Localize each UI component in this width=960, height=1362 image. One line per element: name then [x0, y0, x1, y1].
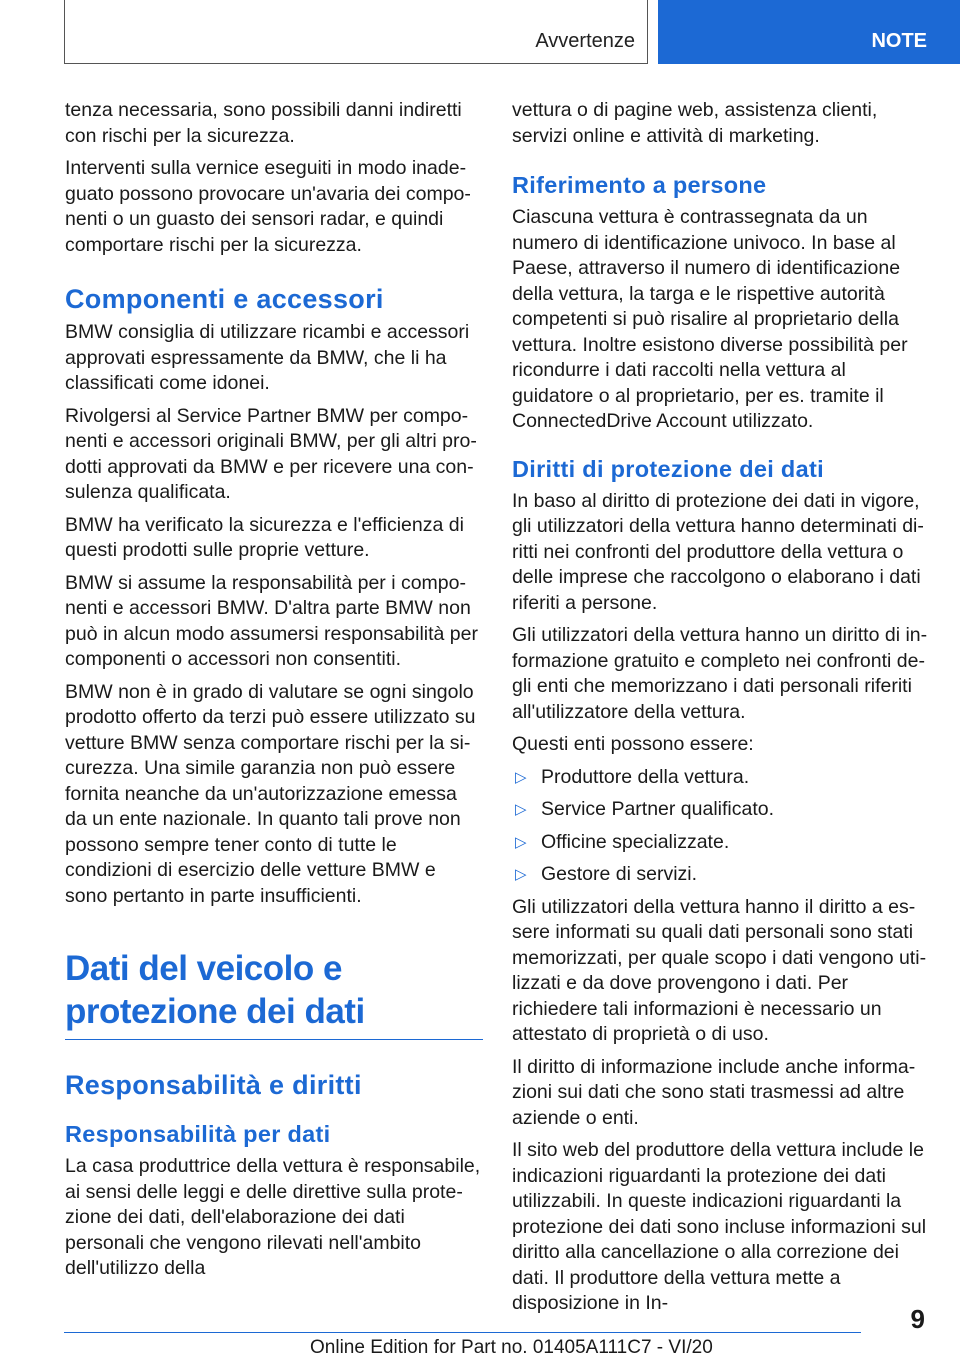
- subsection-heading-rights: Diritti di protezione dei dati: [512, 455, 824, 482]
- section-heading-components: Componenti e accessori: [65, 284, 384, 314]
- header-section-box: [64, 0, 648, 64]
- right-column: [512, 98, 932, 1324]
- subsection-heading-data-responsibility: Responsabilità per dati: [65, 1121, 331, 1147]
- footer-edition-text: Online Edition for Part no. 01405A111C7 - VI/20: [310, 1337, 713, 1358]
- paragraph: BMW consiglia di utilizzare ricambi e accessori approvati espressamente da BMW, che li ha classificati come idonei.: [65, 321, 470, 394]
- paragraph: La casa produttrice della vettura è responsabile, ai sensi delle leggi e delle direttive sulla protezione dei dati, dell'elaborazione dei dati personali che vengono rilevati nell'ambito dell'utilizzo della: [65, 1155, 481, 1279]
- list-item-text: Gestore di servizi.: [541, 863, 698, 885]
- paragraph: Ciascuna vettura è contrassegnata da un numero di identificazione univoco. In base al Paese, attraverso il numero di identificazione della vettura, la targa e le rispettive autorità competenti si può risalire al proprietario della vettura. Inoltre esistono diverse possibilità per ricondurre i dati raccolti nella vettura al guidatore o al proprietario, per es. tramite il ConnectedDrive Account utilizzato.: [512, 206, 908, 432]
- list-item: [512, 862, 932, 888]
- paragraph: Gli utilizzatori della vettura hanno un diritto di informazione gratuito e completo nei confronti degli enti che memorizzano i dati personali riferiti all'utilizzatore della vettura.: [512, 624, 928, 723]
- chapter-title: Dati del veicolo e protezione dei dati: [65, 947, 483, 1040]
- paragraph: Il diritto di informazione include anche informazioni sui dati che sono stati trasmessi ad altre aziende o enti.: [512, 1055, 916, 1129]
- paragraph: Il sito web del produttore della vettura include le indicazioni riguardanti la protezione dei dati utilizzabili. In queste indicazioni riguardanti la protezione dei dati sono incluse informazioni sul diritto alla cancellazione o alla correzione dei dati. Il produttore della vettura mette a disposizione in In-: [512, 1139, 927, 1314]
- paragraph: BMW si assume la responsabilità per i componenti e accessori BMW. D'altra parte BMW non può in alcun modo assumersi responsabilità per componenti o accessori non consentiti.: [65, 571, 478, 670]
- header-note-tab[interactable]: [658, 0, 960, 64]
- footer-divider: [64, 1332, 861, 1333]
- paragraph: tenza necessaria, sono possibili danni indiretti con rischi per la sicurezza.: [65, 99, 462, 147]
- list-item: [512, 797, 932, 823]
- section-heading-responsibility: Responsabilità e diritti: [65, 1070, 362, 1100]
- list-item-text: Produttore della vettura.: [541, 765, 750, 788]
- paragraph: In baso al diritto di protezione dei dati in vigore, gli utilizzatori della vettura hanno determinati diritti nei confronti del produttore della vettura o delle imprese che raccolgono o elaborano i dati riferiti a persone.: [512, 489, 924, 614]
- paragraph: BMW non è in grado di valutare se ogni singolo prodotto offerto da terzi può essere utilizzato su vetture BMW senza comportare rischi per la sicurezza. Una simile garanzia non può essere fornita neanche da un'autorizzazione emessa da un ente nazionale. In quanto tali prove non possono sempre tener conto di tutte le condizioni di esercizio delle vetture BMW e sono pertanto in parte insufficienti.: [65, 680, 476, 907]
- paragraph: Interventi sulla vernice eseguiti in modo inadeguato possono provocare un'avaria dei componenti o un guasto dei sensori radar, e quindi comportare rischi per la sicurezza.: [65, 157, 471, 256]
- entity-list: [512, 765, 932, 888]
- paragraph: Rivolgersi al Service Partner BMW per componenti e accessori originali BMW, per gli altri prodotti approvati da BMW e per ricevere una consulenza qualificata.: [65, 404, 477, 503]
- triangle-bullet-icon: ▷: [515, 768, 527, 786]
- subsection-heading-reference: Riferimento a persone: [512, 172, 767, 198]
- header-note-tab-label: NOTE: [871, 30, 927, 52]
- paragraph: BMW ha verificato la sicurezza e l'efficienza di questi prodotti sulle proprie vetture.: [65, 513, 464, 561]
- paragraph: Questi enti possono essere:: [512, 733, 754, 755]
- list-item: [512, 830, 932, 856]
- list-item-text: Service Partner qualificato.: [541, 798, 775, 820]
- list-item: [512, 765, 932, 791]
- paragraph: Gli utilizzatori della vettura hanno il diritto a essere informati su quali dati personali sono stati memorizzati, per quale scopo i dati vengono utilizzati e da dove provengono i dati. Per richiedere tali informazioni è necessario un attestato di proprietà o di uso.: [512, 895, 927, 1045]
- triangle-bullet-icon: ▷: [515, 801, 527, 818]
- triangle-bullet-icon: ▷: [515, 833, 527, 851]
- paragraph: vettura o di pagine web, assistenza clienti, servizi online e attività di marketing.: [512, 99, 878, 147]
- left-column: [65, 98, 483, 1289]
- header-section-label: Avvertenze: [535, 30, 635, 52]
- triangle-bullet-icon: ▷: [515, 866, 527, 883]
- list-item-text: Officine specializzate.: [541, 830, 730, 853]
- page-number: 9: [910, 1304, 925, 1334]
